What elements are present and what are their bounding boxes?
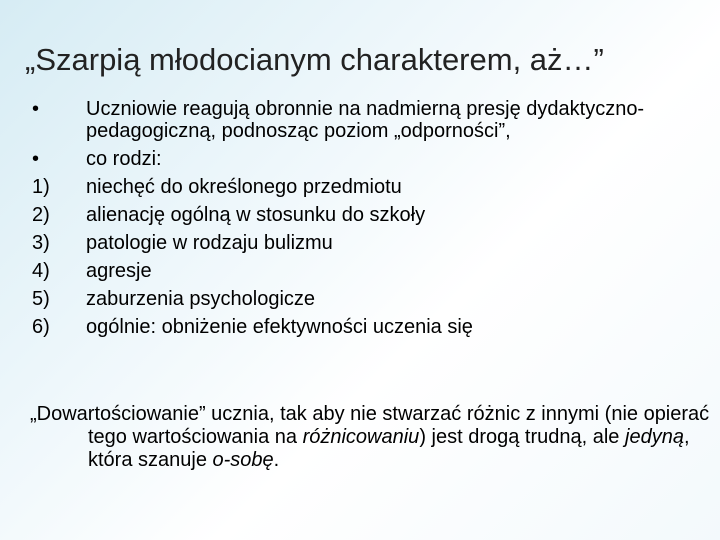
number-marker: 5): [32, 288, 50, 310]
list-item-text: Uczniowie reagują obronnie na nadmierną presję dydaktyczno-pedagogiczną, podnosząc poziom „odporności”,: [86, 98, 645, 142]
list-item-text: alienację ogólną w stosunku do szkoły: [86, 204, 426, 226]
number-marker: 2): [32, 204, 50, 226]
closing-text: „Dowartościowanie” ucznia, tak aby nie stwarzać różnic z innymi (nie opierać tego wartościowania na: [30, 403, 710, 448]
list-item: [30, 201, 670, 229]
closing-emphasis: różnicowaniu: [302, 426, 420, 448]
bullet-list: [30, 95, 670, 341]
closing-text: , która szanuje: [88, 426, 690, 471]
list-item: [30, 173, 670, 201]
bullet-marker: •: [32, 148, 40, 170]
list-item: [30, 95, 670, 145]
list-item-text: ogólnie: obniżenie efektywności uczenia się: [86, 316, 473, 338]
list-item-text: patologie w rodzaju bulizmu: [86, 232, 333, 254]
list-item: [30, 313, 670, 341]
closing-text: ) jest drogą trudną, ale: [419, 426, 625, 448]
closing-text: .: [273, 449, 280, 471]
list-item: [30, 229, 670, 257]
list-item-text: zaburzenia psychologicze: [86, 288, 316, 310]
list-item: [30, 285, 670, 313]
list-item: [30, 257, 670, 285]
slide-title: „Szarpią młodocianym charakterem, aż…”: [25, 42, 604, 77]
list-item: [30, 145, 670, 173]
list-item-text: co rodzi:: [86, 148, 162, 170]
number-marker: 3): [32, 232, 50, 254]
list-item-text: niechęć do określonego przedmiotu: [86, 176, 402, 198]
number-marker: 6): [32, 316, 50, 338]
number-marker: 1): [32, 176, 50, 198]
number-marker: 4): [32, 260, 50, 282]
closing-emphasis: jedyną: [625, 426, 684, 448]
closing-emphasis: o-sobę: [212, 449, 274, 471]
closing-paragraph: [30, 403, 720, 472]
bullet-marker: •: [32, 98, 40, 120]
list-item-text: agresje: [86, 260, 152, 282]
